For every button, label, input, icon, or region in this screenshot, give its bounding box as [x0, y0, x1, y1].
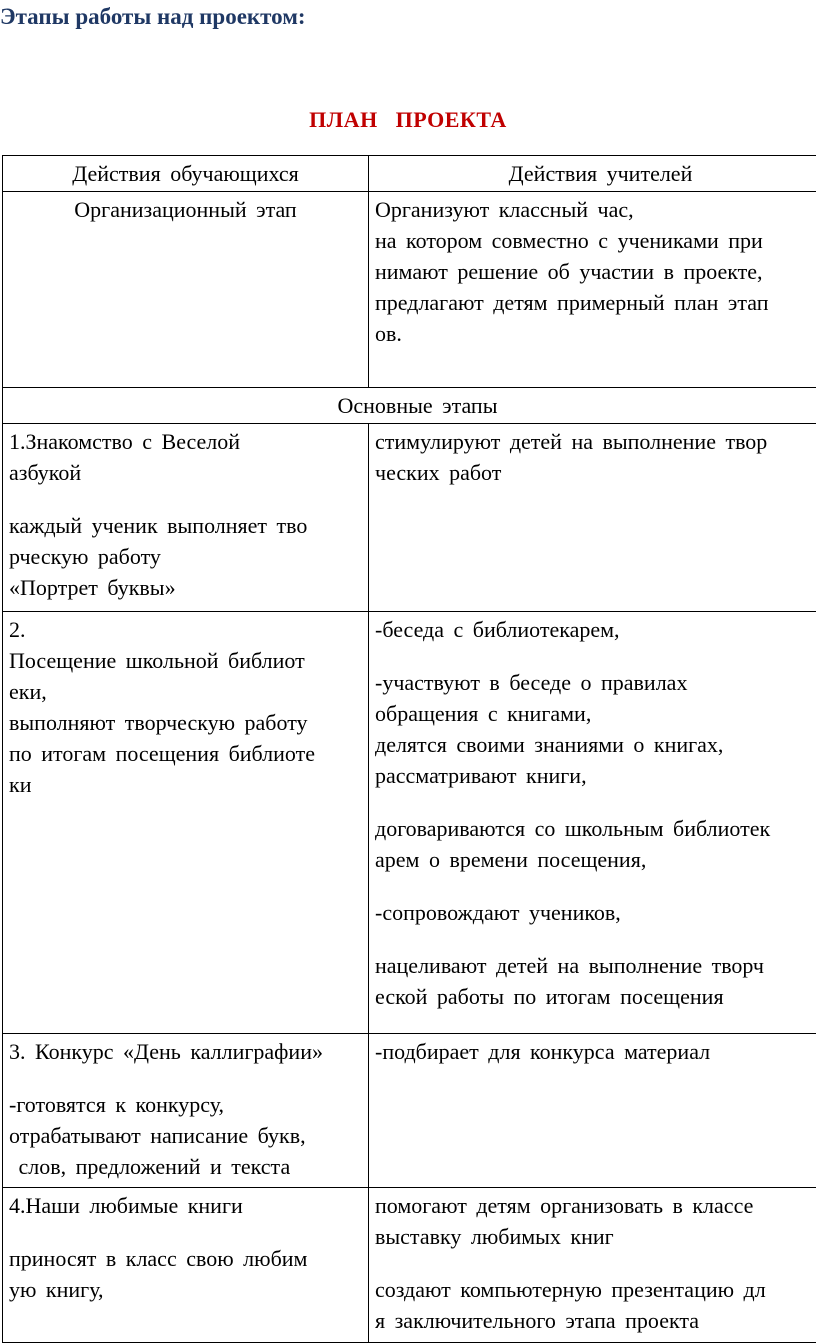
- main-stages-label: Основные этапы: [3, 388, 816, 424]
- stage-4-teacher-actions: [369, 1188, 816, 1343]
- text-line: -сопровождают учеников,: [375, 897, 816, 928]
- text-line: 4.Наши любимые книги: [9, 1190, 362, 1221]
- text-line: 2.: [9, 614, 362, 645]
- column-header-students: Действия обучающихся: [3, 156, 369, 192]
- table-row-stage-1: [3, 424, 816, 612]
- text-line: рческую работу: [9, 541, 362, 572]
- text-line: по итогам посещения библиоте: [9, 738, 362, 769]
- text-line: слов, предложений и текста: [9, 1151, 362, 1182]
- table-row-stage-2: [3, 612, 816, 1034]
- text-line: -готовятся к конкурсу,: [9, 1089, 362, 1120]
- plan-title: ПЛАН ПРОЕКТА: [0, 105, 816, 135]
- project-plan-table: [2, 155, 816, 1343]
- table-row-main-stages: [3, 388, 816, 424]
- text-line: помогают детям организовать в классе: [375, 1190, 816, 1221]
- org-stage-label: Организационный этап: [3, 192, 369, 388]
- text-line: нимают решение об участии в проекте,: [375, 256, 816, 287]
- stage-2-teacher-actions: [369, 612, 816, 1034]
- text-line: Посещение школьной библиот: [9, 645, 362, 676]
- stage-3-teacher-actions: [369, 1034, 816, 1188]
- text-line: отрабатывают написание букв,: [9, 1120, 362, 1151]
- text-line: каждый ученик выполняет тво: [9, 510, 362, 541]
- text-line: ческих работ: [375, 457, 816, 488]
- text-line: стимулируют детей на выполнение твор: [375, 426, 816, 457]
- text-line: еской работы по итогам посещения: [375, 981, 816, 1012]
- page-heading: Этапы работы над проектом:: [0, 2, 306, 32]
- text-line: рассматривают книги,: [375, 760, 816, 791]
- text-line: арем о времени посещения,: [375, 844, 816, 875]
- text-line: делятся своими знаниями о книгах,: [375, 729, 816, 760]
- text-line: -подбирает для конкурса материал: [375, 1036, 816, 1067]
- text-line: ки: [9, 769, 362, 800]
- stage-1-student-actions: [3, 424, 369, 612]
- text-line: обращения с книгами,: [375, 698, 816, 729]
- table-header-row: [3, 156, 816, 192]
- stage-1-teacher-actions: [369, 424, 816, 612]
- org-stage-teacher-actions: [369, 192, 816, 388]
- table-row-stage-4: [3, 1188, 816, 1343]
- text-line: я заключительного этапа проекта: [375, 1305, 816, 1336]
- text-line: 1.Знакомство с Веселой: [9, 426, 362, 457]
- text-line: на котором совместно с учениками при: [375, 225, 816, 256]
- column-header-teachers: Действия учителей: [369, 156, 816, 192]
- text-line: ую книгу,: [9, 1274, 362, 1305]
- text-line: выполняют творческую работу: [9, 707, 362, 738]
- text-line: нацеливают детей на выполнение творч: [375, 950, 816, 981]
- text-line: договариваются со школьным библиотек: [375, 813, 816, 844]
- text-line: 3. Конкурс «День каллиграфии»: [9, 1036, 362, 1067]
- table-row-stage-3: [3, 1034, 816, 1188]
- text-line: создают компьютерную презентацию дл: [375, 1274, 816, 1305]
- stage-4-student-actions: [3, 1188, 369, 1343]
- text-line: выставку любимых книг: [375, 1221, 816, 1252]
- text-line: -беседа с библиотекарем,: [375, 614, 816, 645]
- text-line: -участвуют в беседе о правилах: [375, 667, 816, 698]
- text-line: «Портрет буквы»: [9, 572, 362, 603]
- text-line: еки,: [9, 676, 362, 707]
- stage-3-student-actions: [3, 1034, 369, 1188]
- text-line: азбукой: [9, 457, 362, 488]
- text-line: предлагают детям примерный план этап: [375, 287, 816, 318]
- stage-2-student-actions: [3, 612, 369, 1034]
- table-row-org-stage: [3, 192, 816, 388]
- text-line: Организуют классный час,: [375, 194, 816, 225]
- text-line: приносят в класс свою любим: [9, 1243, 362, 1274]
- text-line: ов.: [375, 318, 816, 349]
